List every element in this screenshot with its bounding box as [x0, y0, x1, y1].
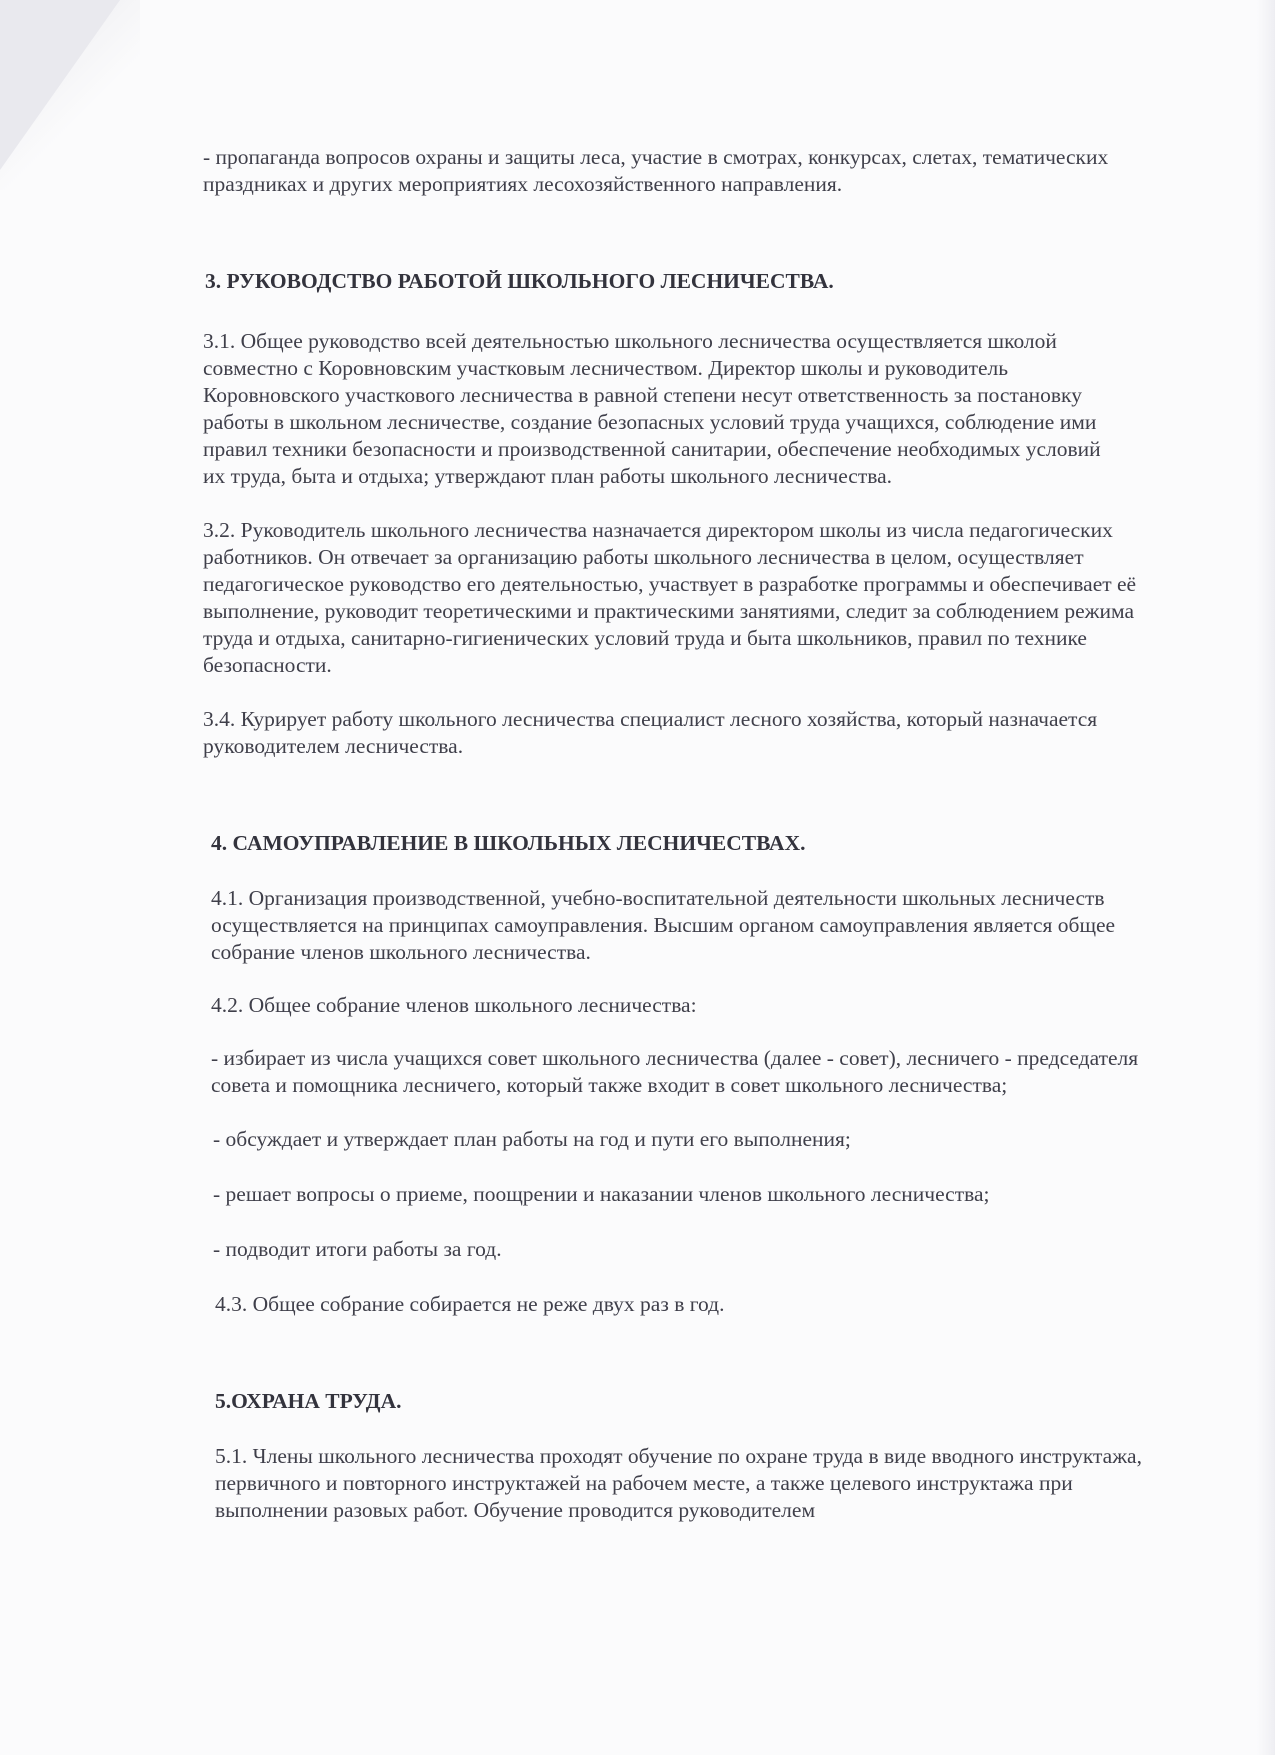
section-3-paragraph-1: 3.1. Общее руководство всей деятельностью школьного лесничества осуществляется школой совместно с Коровновским участковым лесничеством. Директор школы и руководитель Коровновского участкового лесничества в равной степени несут ответственность за постановку работы в школьном лесничестве, создание безопасных условий труда учащихся, соблюдение ими правил техники безопасности и производственной санитарии, обеспечение необходимых условий их труда, быта и отдыха; утверждают план работы школьного лесничества.	[203, 329, 1101, 488]
section-3-paragraph-3: 3.4. Курирует работу школьного лесничества специалист лесного хозяйства, который назначается руководителем лесничества.	[203, 707, 1098, 758]
section-4-heading: 4. САМОУПРАВЛЕНИЕ В ШКОЛЬНЫХ ЛЕСНИЧЕСТВАХ.	[211, 831, 806, 855]
section-4-bullet-3: - решает вопросы о приеме, поощрении и наказании членов школьного лесничества;	[213, 1182, 990, 1206]
section-4-paragraph-3: 4.3. Общее собрание собирается не реже двух раз в год.	[215, 1292, 725, 1316]
document-body	[203, 144, 1188, 1524]
page-corner-fold	[0, 0, 120, 170]
section-4-bullet-1: - избирает из числа учащихся совет школьного лесничества (далее - совет), лесничего - председателя совета и помощника лесничего, который также входит в совет школьного лесничества;	[211, 1046, 1139, 1097]
page-right-edge	[1257, 0, 1275, 1755]
section-3-heading: 3. РУКОВОДСТВО РАБОТОЙ ШКОЛЬНОГО ЛЕСНИЧЕСТВА.	[205, 269, 834, 293]
section-5-heading: 5.ОХРАНА ТРУДА.	[215, 1389, 402, 1413]
section-3-paragraph-2: 3.2. Руководитель школьного лесничества назначается директором школы из числа педагогических работников. Он отвечает за организацию работы школьного лесничества в целом, осуществляет педагогическое руководство его деятельностью, участвует в разработке программы и обеспечивает её выполнение, руководит теоретическими и практическими занятиями, следит за соблюдением режима труда и отдыха, санитарно-гигиенических условий труда и быта школьников, правил по технике безопасности.	[203, 518, 1137, 677]
section-4-bullet-2: - обсуждает и утверждает план работы на год и пути его выполнения;	[213, 1127, 851, 1151]
section-4-bullet-4: - подводит итоги работы за год.	[213, 1237, 502, 1261]
section-5-paragraph-1: 5.1. Члены школьного лесничества проходят обучение по охране труда в виде вводного инструктажа, первичного и повторного инструктажей на рабочем месте, а также целевого инструктажа при выполнении разовых работ. Обучение проводится руководителем	[215, 1444, 1142, 1522]
section-4-paragraph-2: 4.2. Общее собрание членов школьного лесничества:	[211, 993, 697, 1017]
section-4-paragraph-1: 4.1. Организация производственной, учебно-воспитательной деятельности школьных лесничеств осуществляется на принципах самоуправления. Высшим органом самоуправления является общее собрание членов школьного лесничества.	[211, 886, 1116, 964]
intro-paragraph: - пропаганда вопросов охраны и защиты леса, участие в смотрах, конкурсах, слетах, тематических праздниках и других мероприятиях лесохозяйственного направления.	[203, 145, 1109, 196]
